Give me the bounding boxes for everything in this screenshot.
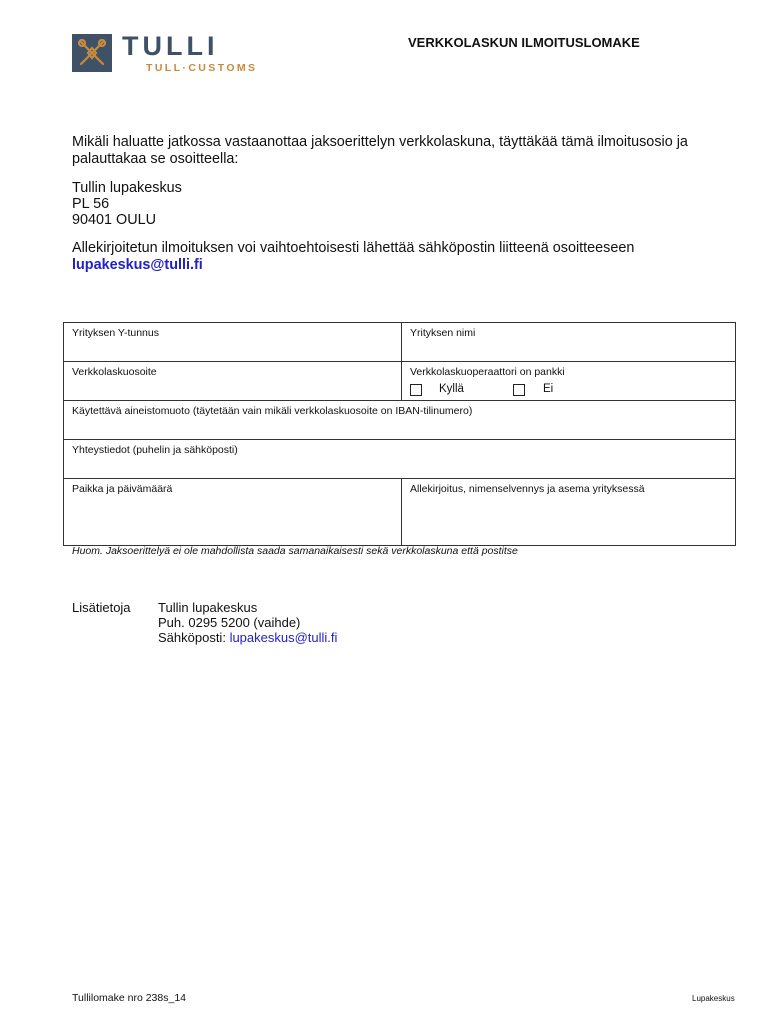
alternative-delivery bbox=[72, 240, 634, 274]
contact-heading: Lisätietoja bbox=[72, 600, 131, 615]
note-text: Huom. Jaksoerittelyä ei ole mahdollista saada samanaikaisesti sekä verkkolaskuna että postitse bbox=[72, 545, 518, 557]
contact-phone: Puh. 0295 5200 (vaihde) bbox=[158, 615, 301, 630]
ytunnus-label: Yrityksen Y-tunnus bbox=[72, 327, 159, 339]
ei-label: Ei bbox=[543, 383, 554, 395]
contact-info-label: Yhteystiedot (puhelin ja sähköposti) bbox=[72, 444, 238, 456]
place-date-field[interactable] bbox=[64, 479, 401, 545]
intro-text bbox=[72, 134, 712, 168]
address-name: Tullin lupakeskus bbox=[72, 180, 182, 196]
company-name-field[interactable] bbox=[402, 323, 735, 361]
material-format-label: Käytettävä aineistomuoto (täytetään vain mikäli verkkolaskuosoite on IBAN-tilinumero) bbox=[72, 405, 473, 417]
contact-email-prefix: Sähköposti: bbox=[158, 630, 226, 645]
einvoice-address-label: Verkkolaskuosoite bbox=[72, 366, 157, 378]
form-number: Tullilomake nro 238s_14 bbox=[72, 992, 187, 1004]
alternative-text: Allekirjoitetun ilmoituksen voi vaihtoehtoisesti lähettää sähköpostin liitteenä osoitteeseen bbox=[72, 240, 635, 256]
signature-label: Allekirjoitus, nimenselvennys ja asema yrityksessä bbox=[410, 483, 645, 495]
contact-info-field[interactable] bbox=[64, 440, 735, 478]
operator-bank-label: Verkkolaskuoperaattori on pankki bbox=[410, 366, 565, 378]
tulli-logo bbox=[72, 31, 272, 74]
tulli-emblem-icon bbox=[72, 34, 112, 72]
contact-name: Tullin lupakeskus bbox=[158, 600, 258, 615]
company-name-label: Yrityksen nimi bbox=[410, 327, 476, 339]
contact-block bbox=[158, 600, 337, 645]
intro-line-1: Mikäli haluatte jatkossa vastaanottaa jaksoerittelyn verkkolaskuna, täyttäkää tämä ilmoitusosio ja bbox=[72, 134, 688, 150]
place-date-label: Paikka ja päivämäärä bbox=[72, 483, 173, 495]
kylla-checkbox[interactable] bbox=[410, 384, 422, 396]
logo-subtitle: TULL·CUSTOMS bbox=[146, 62, 258, 74]
signature-field[interactable] bbox=[402, 479, 735, 545]
ei-checkbox[interactable] bbox=[513, 384, 525, 396]
ytunnus-field[interactable] bbox=[64, 323, 401, 361]
address-box: PL 56 bbox=[72, 196, 110, 212]
kylla-label: Kyllä bbox=[439, 383, 464, 395]
notification-form bbox=[63, 322, 736, 546]
form-title: VERKKOLASKUN ILMOITUSLOMAKE bbox=[408, 35, 640, 50]
logo-name: TULLI bbox=[122, 31, 219, 61]
contact-email-row bbox=[158, 630, 337, 645]
contact-email-link[interactable]: lupakeskus@tulli.fi bbox=[229, 630, 338, 645]
department-name: Lupakeskus bbox=[692, 994, 735, 1003]
address-city: 90401 OULU bbox=[72, 212, 156, 228]
material-format-field[interactable] bbox=[64, 401, 735, 439]
mailing-address bbox=[72, 180, 182, 228]
submission-email-link[interactable]: lupakeskus@tulli.fi bbox=[72, 257, 203, 273]
intro-line-2: palauttakaa se osoitteella: bbox=[72, 151, 239, 167]
einvoice-address-field[interactable] bbox=[64, 362, 401, 400]
